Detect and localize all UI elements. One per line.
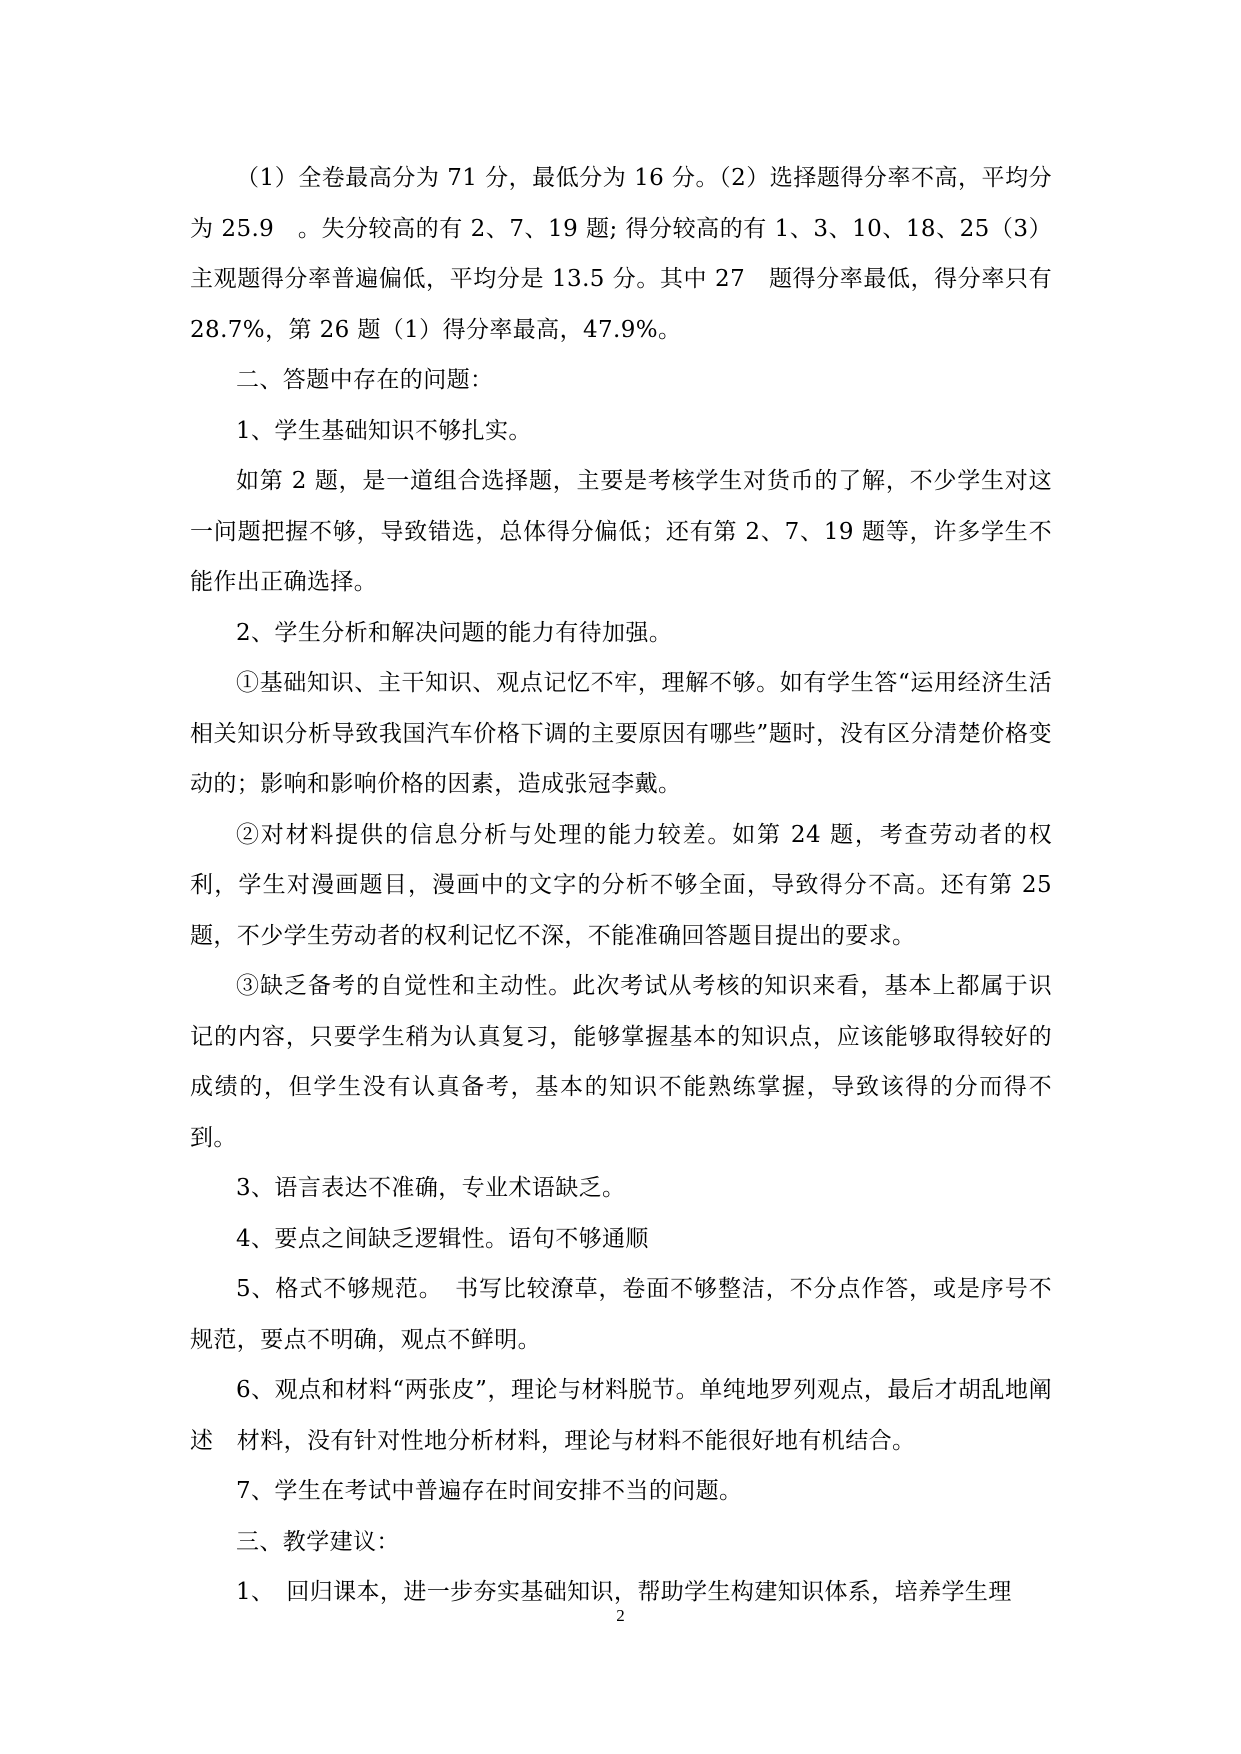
suggestion-item-1: 1、 回归课本，进一步夯实基础知识，帮助学生构建知识体系，培养学生理 xyxy=(236,1579,1012,1605)
problem-item-6: 6、观点和材料“两张皮”，理论与材料脱节。单纯地罗列观点，最后才胡乱地阐述 材料，没有针对性地分析材料，理论与材料不能很好地有机结合。 xyxy=(190,1377,1052,1454)
paragraph-sub-point-3: ③缺乏备考的自觉性和主动性。此次考试从考核的知识来看，基本上都属于识记的内容，只要学生稍为认真复习，能够掌握基本的知识点，应该能够取得较好的成绩的，但学生没有认真备考，基本的知识不能熟练掌握，导致该得的分而得不到。 xyxy=(190,973,1052,1151)
paragraph-sub-point-1: ①基础知识、主干知识、观点记忆不牢，理解不够。如有学生答“运用经济生活相关知识分析导致我国汽车价格下调的主要原因有哪些”题时，没有区分清楚价格变动的；影响和影响价格的因素，造成张冠李戴。 xyxy=(190,670,1052,797)
problem-item-2: 2、学生分析和解决问题的能力有待加强。 xyxy=(236,619,673,646)
heading-problems: 二、答题中存在的问题： xyxy=(236,367,494,393)
problem-item-1: 1、学生基础知识不够扎实。 xyxy=(236,417,532,444)
problem-item-4: 4、要点之间缺乏逻辑性。语句不够通顺 xyxy=(236,1225,649,1252)
problem-item-7: 7、学生在考试中普遍存在时间安排不当的问题。 xyxy=(236,1478,743,1504)
problem-item-5: 5、格式不够规范。 书写比较潦草，卷面不够整洁，不分点作答，或是序号不规范，要点不明确，观点不鲜明。 xyxy=(190,1276,1052,1353)
paragraph-sub-point-2: ②对材料提供的信息分析与处理的能力较差。如第 24 题，考查劳动者的权利，学生对漫画题目，漫画中的文字的分析不够全面，导致得分不高。还有第 25 题，不少学生劳动者的权利记忆不深，不能准确回答题目提出的要求。 xyxy=(190,821,1052,949)
page-number: 2 xyxy=(616,1606,625,1625)
problem-item-3: 3、语言表达不准确，专业术语缺乏。 xyxy=(236,1175,626,1201)
paragraph-example-question-2: 如第 2 题，是一道组合选择题，主要是考核学生对货币的了解，不少学生对这一问题把握不够，导致错选，总体得分偏低；还有第 2、7、19 题等，许多学生不能作出正确选择。 xyxy=(190,468,1052,595)
document-body xyxy=(190,153,1052,1618)
paragraph-score-summary: （1）全卷最高分为 71 分，最低分为 16 分。（2）选择题得分率不高，平均分为 25.9 。失分较高的有 2、7、19 题; 得分较高的有 1、3、10、18、25（3）主观题得分率普遍偏低，平均分是 13.5 分。其中 27 题得分率最低，得分率只有 28.7%，第 26 题（1）得分率最高，47.9%。 xyxy=(190,165,1052,343)
heading-teaching-suggestions: 三、教学建议： xyxy=(236,1528,400,1555)
